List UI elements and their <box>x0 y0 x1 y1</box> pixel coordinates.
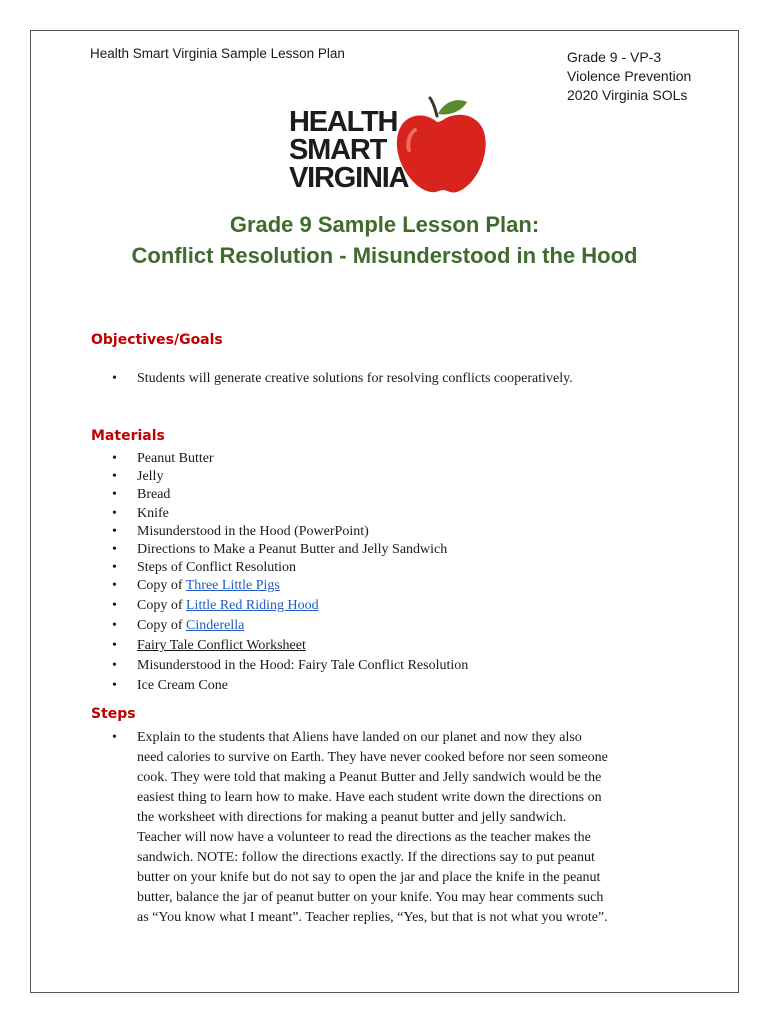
logo-wordmark <box>289 108 408 192</box>
fairy-tale-worksheet-link[interactable]: Fairy Tale Conflict Worksheet <box>137 638 306 654</box>
link-three-little-pigs[interactable]: Three Little Pigs <box>185 578 280 594</box>
header-right-block <box>567 48 691 105</box>
header-topic: Violence Prevention <box>567 68 692 84</box>
document-page <box>30 30 739 993</box>
bullet: • <box>112 598 117 614</box>
bullet: • <box>112 638 117 654</box>
list-item: • Bread <box>112 487 171 503</box>
bullet: • <box>112 578 117 594</box>
objectives-list <box>91 370 573 388</box>
link-little-red-riding-hood[interactable]: Little Red Riding Hood <box>186 598 319 614</box>
list-item: • Misunderstood in the Hood (PowerPoint) <box>112 523 369 539</box>
bullet: • <box>112 560 117 576</box>
steps-heading: Steps <box>91 706 136 722</box>
list-item <box>91 637 468 657</box>
bullet: • <box>112 618 117 634</box>
page-title <box>31 209 738 271</box>
bullet: • <box>112 505 117 521</box>
apple-icon <box>393 94 489 196</box>
bullet: • <box>112 469 117 485</box>
list-item: • Peanut Butter <box>112 451 214 466</box>
bullet: • <box>112 730 117 745</box>
materials-heading: Materials <box>91 428 165 444</box>
header-left-text: Health Smart Virginia Sample Lesson Plan <box>90 46 345 61</box>
bullet: • <box>112 541 117 557</box>
list-item: • Copy of Three Little Pigs <box>112 578 280 594</box>
list-item: • Directions to Make a Peanut Butter and Jelly Sandwich <box>112 541 448 557</box>
bullet: • <box>112 451 117 466</box>
list-item: • Students will generate creative solutions for resolving conflicts cooperatively. <box>112 371 573 386</box>
list-item: • Copy of Little Red Riding Hood <box>112 598 319 614</box>
header-sols: 2020 Virginia SOLs <box>567 87 688 103</box>
list-item: • Knife <box>112 505 169 521</box>
bullet: • <box>112 678 117 694</box>
link-cinderella[interactable]: Cinderella <box>186 618 245 634</box>
bullet: • <box>112 487 117 503</box>
materials-list <box>91 450 468 697</box>
bullet: • <box>112 371 117 386</box>
logo-line-health: HEALTH <box>289 106 398 138</box>
logo-line-smart: SMART <box>289 134 387 166</box>
logo-line-virginia: VIRGINIA <box>289 162 409 194</box>
bullet: • <box>112 523 117 539</box>
title-line-2: Conflict Resolution - Misunderstood in the Hood <box>131 243 638 268</box>
objectives-heading: Objectives/Goals <box>91 332 223 348</box>
list-item: • Misunderstood in the Hood: Fairy Tale Conflict Resolution <box>112 658 469 674</box>
list-item: • Ice Cream Cone <box>112 678 228 694</box>
list-item: • Steps of Conflict Resolution <box>112 560 297 576</box>
title-line-1: Grade 9 Sample Lesson Plan: <box>229 212 540 237</box>
health-smart-virginia-logo <box>289 94 489 204</box>
steps-text: Explain to the students that Aliens have landed on our planet and now they also need calories to survive on Earth. They have never cooked before nor seen someone cook. They were told that making a Peanut Butter and Jelly sandwich would be the easiest thing to learn how to make. Have each student write down the directions on the worksheet with directions for making a peanut butter and jelly sandwich. Teacher will now have a volunteer to read the directions as the teacher makes the sandwich. NOTE: follow the directions exactly. If the directions say to put peanut butter on your knife but do not say to open the jar and place the knife in the peanut butter, balance the jar of peanut butter on your knife. You may hear comments such as “You know what I meant”. Teacher replies, “Yes, but that is not what you wrote”. <box>137 730 608 925</box>
list-item: • Copy of Cinderella <box>112 618 245 634</box>
list-item: • Jelly <box>112 469 164 485</box>
steps-paragraph <box>91 728 691 928</box>
bullet: • <box>112 658 117 674</box>
header-grade: Grade 9 - VP-3 <box>567 49 662 65</box>
